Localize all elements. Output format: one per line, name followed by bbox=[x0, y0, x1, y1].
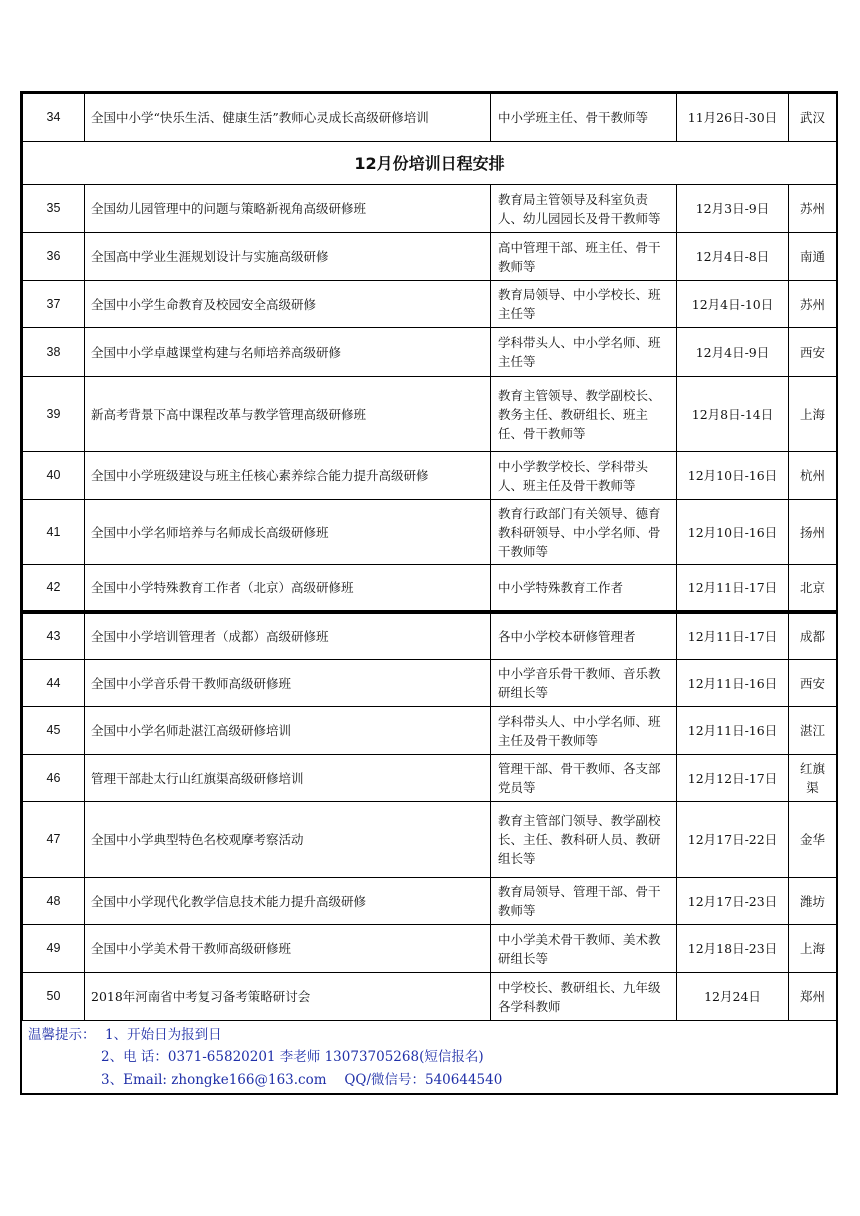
course-audience: 高中管理干部、班主任、骨干教师等 bbox=[491, 233, 677, 281]
table-row bbox=[23, 707, 837, 755]
course-name: 全国中小学生命教育及校园安全高级研修 bbox=[85, 281, 491, 328]
course-audience: 中小学美术骨干教师、美术教研组长等 bbox=[491, 925, 677, 973]
course-date: 12月24日 bbox=[677, 973, 789, 1021]
course-number: 50 bbox=[23, 973, 85, 1021]
course-number: 42 bbox=[23, 565, 85, 612]
course-city: 西安 bbox=[789, 328, 837, 377]
course-number: 43 bbox=[23, 612, 85, 660]
course-name: 全国幼儿园管理中的问题与策略新视角高级研修班 bbox=[85, 185, 491, 233]
course-audience: 教育局主管领导及科室负责人、幼儿园园长及骨干教师等 bbox=[491, 185, 677, 233]
course-audience: 学科带头人、中小学名师、班主任等 bbox=[491, 328, 677, 377]
table-row bbox=[23, 802, 837, 878]
course-date: 12月11日-17日 bbox=[677, 612, 789, 660]
course-audience: 学科带头人、中小学名师、班主任及骨干教师等 bbox=[491, 707, 677, 755]
course-city: 南通 bbox=[789, 233, 837, 281]
course-number: 38 bbox=[23, 328, 85, 377]
course-number: 41 bbox=[23, 500, 85, 565]
course-date: 11月26日-30日 bbox=[677, 94, 789, 142]
course-city: 上海 bbox=[789, 377, 837, 452]
note-line-3: 3、Email: zhongke166@163.com QQ/微信号：540644540 bbox=[101, 1072, 503, 1088]
course-name: 全国中小学音乐骨干教师高级研修班 bbox=[85, 660, 491, 707]
course-name: 全国中小学特殊教育工作者（北京）高级研修班 bbox=[85, 565, 491, 612]
table-row bbox=[23, 328, 837, 377]
course-date: 12月4日-9日 bbox=[677, 328, 789, 377]
course-city: 郑州 bbox=[789, 973, 837, 1021]
course-city: 北京 bbox=[789, 565, 837, 612]
course-audience: 中学校长、教研组长、九年级各学科教师 bbox=[491, 973, 677, 1021]
table-row bbox=[23, 281, 837, 328]
table-row bbox=[23, 94, 837, 142]
course-number: 35 bbox=[23, 185, 85, 233]
note-line-2: 2、电 话：0371-65820201 李老师 13073705268(短信报名) bbox=[101, 1049, 484, 1065]
course-number: 46 bbox=[23, 755, 85, 802]
course-city: 上海 bbox=[789, 925, 837, 973]
course-date: 12月10日-16日 bbox=[677, 452, 789, 500]
course-date: 12月10日-16日 bbox=[677, 500, 789, 565]
course-city: 苏州 bbox=[789, 281, 837, 328]
table-row bbox=[23, 878, 837, 925]
table-row bbox=[23, 612, 837, 660]
course-name: 全国中小学班级建设与班主任核心素养综合能力提升高级研修 bbox=[85, 452, 491, 500]
course-name: 全国中小学培训管理者（成都）高级研修班 bbox=[85, 612, 491, 660]
course-name: 2018年河南省中考复习备考策略研讨会 bbox=[85, 973, 491, 1021]
course-audience: 管理干部、骨干教师、各支部党员等 bbox=[491, 755, 677, 802]
table-row bbox=[23, 233, 837, 281]
course-date: 12月4日-8日 bbox=[677, 233, 789, 281]
course-city: 金华 bbox=[789, 802, 837, 878]
table-row bbox=[23, 185, 837, 233]
course-city: 成都 bbox=[789, 612, 837, 660]
course-city: 扬州 bbox=[789, 500, 837, 565]
schedule-table bbox=[22, 93, 837, 1021]
table-row bbox=[23, 755, 837, 802]
course-name: 全国中小学卓越课堂构建与名师培养高级研修 bbox=[85, 328, 491, 377]
course-date: 12月3日-9日 bbox=[677, 185, 789, 233]
course-city: 红旗渠 bbox=[789, 755, 837, 802]
course-date: 12月17日-22日 bbox=[677, 802, 789, 878]
course-date: 12月11日-16日 bbox=[677, 660, 789, 707]
course-date: 12月8日-14日 bbox=[677, 377, 789, 452]
course-date: 12月11日-16日 bbox=[677, 707, 789, 755]
course-city: 武汉 bbox=[789, 94, 837, 142]
course-date: 12月11日-17日 bbox=[677, 565, 789, 612]
notes-label: 温馨提示： bbox=[28, 1027, 96, 1043]
course-name: 全国中小学名师培养与名师成长高级研修班 bbox=[85, 500, 491, 565]
note-line-1: 1、开始日为报到日 bbox=[105, 1027, 222, 1043]
course-audience: 各中小学校本研修管理者 bbox=[491, 612, 677, 660]
notes-section bbox=[22, 1020, 836, 1093]
course-name: 全国中小学美术骨干教师高级研修班 bbox=[85, 925, 491, 973]
course-date: 12月12日-17日 bbox=[677, 755, 789, 802]
table-row bbox=[23, 925, 837, 973]
course-city: 潍坊 bbox=[789, 878, 837, 925]
course-audience: 教育主管领导、教学副校长、教务主任、教研组长、班主任、骨干教师等 bbox=[491, 377, 677, 452]
table-row bbox=[23, 565, 837, 612]
course-date: 12月18日-23日 bbox=[677, 925, 789, 973]
course-number: 40 bbox=[23, 452, 85, 500]
course-number: 45 bbox=[23, 707, 85, 755]
course-name: 全国中小学典型特色名校观摩考察活动 bbox=[85, 802, 491, 878]
table-row bbox=[23, 500, 837, 565]
course-audience: 中小学班主任、骨干教师等 bbox=[491, 94, 677, 142]
course-name: 全国中小学“快乐生活、健康生活”教师心灵成长高级研修培训 bbox=[85, 94, 491, 142]
course-name: 全国中小学现代化教学信息技术能力提升高级研修 bbox=[85, 878, 491, 925]
month-header-row bbox=[23, 142, 837, 185]
table-row bbox=[23, 452, 837, 500]
course-audience: 教育主管部门领导、教学副校长、主任、教科研人员、教研组长等 bbox=[491, 802, 677, 878]
course-number: 39 bbox=[23, 377, 85, 452]
table-row bbox=[23, 973, 837, 1021]
course-number: 36 bbox=[23, 233, 85, 281]
schedule-sheet bbox=[20, 91, 838, 1095]
course-audience: 中小学音乐骨干教师、音乐教研组长等 bbox=[491, 660, 677, 707]
course-name: 全国高中学业生涯规划设计与实施高级研修 bbox=[85, 233, 491, 281]
course-city: 湛江 bbox=[789, 707, 837, 755]
month-header: 12月份培训日程安排 bbox=[23, 142, 837, 185]
course-date: 12月4日-10日 bbox=[677, 281, 789, 328]
course-city: 西安 bbox=[789, 660, 837, 707]
course-audience: 教育局领导、中小学校长、班主任等 bbox=[491, 281, 677, 328]
course-audience: 教育行政部门有关领导、德育教科研领导、中小学名师、骨干教师等 bbox=[491, 500, 677, 565]
course-audience: 中小学教学校长、学科带头人、班主任及骨干教师等 bbox=[491, 452, 677, 500]
course-number: 49 bbox=[23, 925, 85, 973]
course-number: 44 bbox=[23, 660, 85, 707]
course-number: 37 bbox=[23, 281, 85, 328]
course-number: 34 bbox=[23, 94, 85, 142]
table-row bbox=[23, 377, 837, 452]
course-city: 苏州 bbox=[789, 185, 837, 233]
course-city: 杭州 bbox=[789, 452, 837, 500]
course-name: 新高考背景下高中课程改革与教学管理高级研修班 bbox=[85, 377, 491, 452]
course-name: 全国中小学名师赴湛江高级研修培训 bbox=[85, 707, 491, 755]
table-row bbox=[23, 660, 837, 707]
course-audience: 中小学特殊教育工作者 bbox=[491, 565, 677, 612]
course-number: 47 bbox=[23, 802, 85, 878]
course-date: 12月17日-23日 bbox=[677, 878, 789, 925]
course-name: 管理干部赴太行山红旗渠高级研修培训 bbox=[85, 755, 491, 802]
course-audience: 教育局领导、管理干部、骨干教师等 bbox=[491, 878, 677, 925]
course-number: 48 bbox=[23, 878, 85, 925]
